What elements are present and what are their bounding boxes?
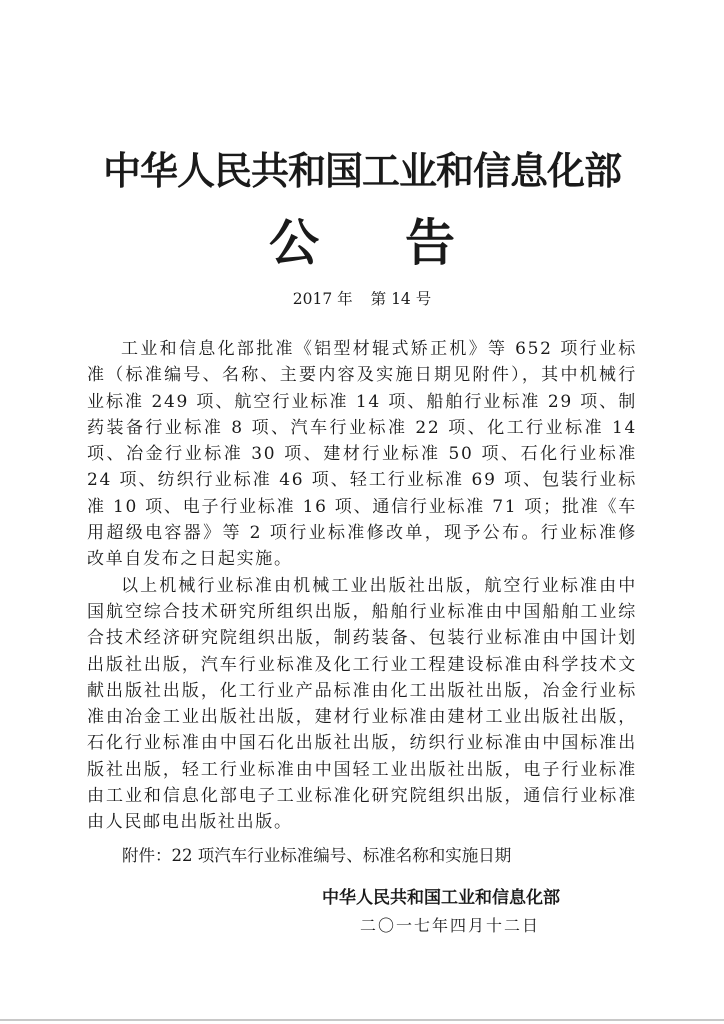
signature-agency: 中华人民共和国工业和信息化部 <box>322 888 560 908</box>
doc-type-char-1: 公 <box>269 214 319 272</box>
body-paragraph-1: 工业和信息化部批准《铝型材辊式矫正机》等 652 项行业标准（标准编号、名称、主要内容及实施日期见附件），其中机械行业标准 249 项、航空行业标准 14 项、船舶行业标准 29 项、制药装备行业标准 8 项、汽车行业标准 22 项、化工行业标准 14 项、冶金行业标准 30 项、建材行业标准 50 项、石化行业标准 24 项、纺织行业标准 46 项、轻工行业标准 69 项、包装行业标准 10 项、电子行业标准 16 项、通信行业标准 71 项；批准《车用超级电容器》等 2 项行业标准修改单，现予公布。行业标准修改单自发布之日起实施。 <box>87 339 637 570</box>
doc-year: 2017 年 <box>292 290 353 308</box>
doc-type-char-2: 告 <box>405 214 455 272</box>
announcement-body <box>87 336 637 836</box>
document-number <box>0 288 724 310</box>
scan-edge-line <box>0 1019 724 1021</box>
doc-issue-number: 第 14 号 <box>370 290 432 308</box>
attachment-note: 附件：22 项汽车行业标准编号、标准名称和实施日期 <box>122 846 512 865</box>
issuing-agency-title: 中华人民共和国工业和信息化部 <box>102 149 621 193</box>
signature-date: 二〇一七年四月十二日 <box>360 916 541 935</box>
body-paragraph-2: 以上机械行业标准由机械工业出版社出版，航空行业标准由中国航空综合技术研究所组织出版，船舶行业标准由中国船舶工业综合技术经济研究院组织出版，制药装备、包装行业标准由中国计划出版社出版，汽车行业标准及化工行业工程建设标准由科学技术文献出版社出版，化工行业产品标准由化工出版社出版，冶金行业标准由冶金工业出版社出版，建材行业标准由建材工业出版社出版，石化行业标准由中国石化出版社出版，纺织行业标准由中国标准出版社出版，轻工行业标准由中国轻工业出版社出版，电子行业标准由工业和信息化部电子工业标准化研究院组织出版，通信行业标准由人民邮电出版社出版。 <box>87 575 637 833</box>
document-type-heading <box>0 212 724 274</box>
